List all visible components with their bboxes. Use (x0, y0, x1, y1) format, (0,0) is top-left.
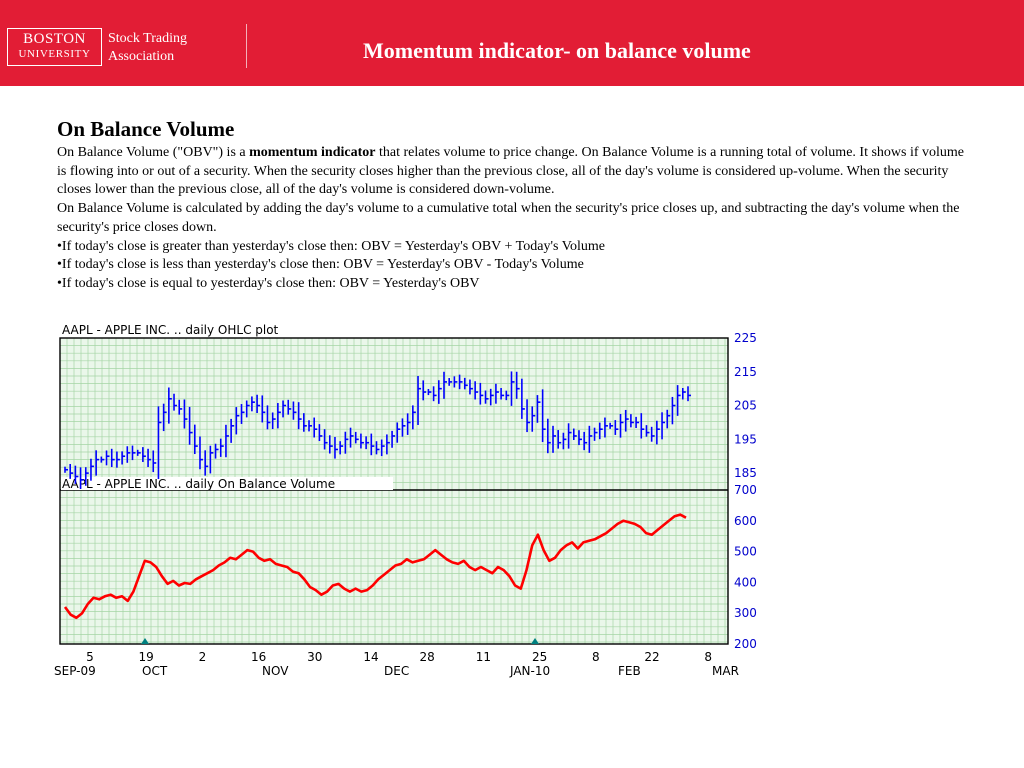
obv-y-tick-label: 200 (734, 637, 757, 651)
x-tick-label: 19 (138, 650, 154, 664)
x-tick-label: 2 (198, 650, 207, 664)
x-tick-label: 22 (644, 650, 660, 664)
definition-bold-term: momentum indicator (249, 145, 376, 160)
slide-title: Momentum indicator- on balance volume (363, 38, 751, 63)
price-y-tick-label: 205 (734, 398, 757, 413)
rule-bullet-up: •If today's close is greater than yesterday's close then: OBV = Yesterday's OBV + Today's Volume (57, 238, 605, 254)
logo-top-text: BOSTON (23, 31, 86, 47)
x-tick-label: 30 (307, 650, 323, 664)
org-name (108, 30, 187, 66)
x-tick-label: 25 (531, 650, 548, 664)
calculation-paragraph: On Balance Volume is calculated by adding the day's volume to a cumulative total when the security's price closes up, and subtracting the day's volume when the security's price closes down. (57, 201, 960, 235)
x-tick-label: 5 (86, 650, 94, 664)
rule-bullet-equal: •If today's close is equal to yesterday's close then: OBV = Yesterday's OBV (57, 275, 480, 291)
x-tick-label: 11 (475, 650, 492, 664)
obv-y-tick-label: 500 (734, 544, 757, 559)
obv-y-tick-label: 400 (734, 575, 757, 590)
x-tick-label: 8 (591, 650, 600, 664)
section-heading: On Balance Volume (57, 117, 235, 141)
x-tick-label: 14 (363, 650, 379, 664)
x-month-label: DEC (384, 664, 410, 678)
x-month-label: FEB (618, 664, 641, 678)
x-month-label: MAR (712, 664, 739, 678)
aapl-chart (52, 320, 760, 678)
x-month-label: NOV (262, 664, 289, 678)
definition-paragraph (57, 144, 975, 200)
obv-y-tick-label: 700 (734, 483, 757, 497)
x-tick-label: 28 (419, 650, 435, 664)
price-chart-title: AAPL - APPLE INC. .. daily OHLC plot (62, 323, 279, 337)
university-logo (7, 28, 102, 66)
x-month-label: SEP-09 (54, 664, 96, 678)
price-y-tick-label: 215 (734, 364, 757, 379)
body-content (57, 116, 975, 294)
org-line-1: Stock Trading (108, 31, 187, 46)
price-y-tick-label: 185 (734, 466, 757, 481)
x-tick-label: 16 (250, 650, 267, 664)
x-month-label: OCT (142, 664, 168, 678)
obv-chart-title: AAPL - APPLE INC. .. daily On Balance Volume (62, 477, 336, 491)
obv-y-tick-label: 600 (734, 513, 757, 528)
x-month-label: JAN-10 (510, 664, 551, 678)
obv-y-tick-label: 300 (734, 606, 757, 621)
definition-text-2: that relates volume to price change. On Balance Volume is a running total of volume. It shows if volume is flowing into or out of a security. When the security closes higher than the previous close, all of the day's volume is considered up-volume. When the security closes lower than the previous close, all of the day's volume is considered down-volume. (57, 145, 965, 198)
definition-text-1: On Balance Volume ("OBV") is a (57, 145, 250, 160)
header-divider (246, 24, 247, 68)
header-bar (0, 0, 1024, 86)
price-y-tick-label: 225 (734, 331, 757, 345)
price-y-tick-label: 195 (734, 432, 757, 447)
x-tick-label: 8 (704, 650, 713, 664)
logo-bottom-text: UNIVERSITY (18, 48, 91, 60)
rule-bullet-down: •If today's close is less than yesterday's close then: OBV = Yesterday's OBV - Today's Volume (57, 257, 584, 273)
org-line-2: Association (108, 49, 175, 64)
